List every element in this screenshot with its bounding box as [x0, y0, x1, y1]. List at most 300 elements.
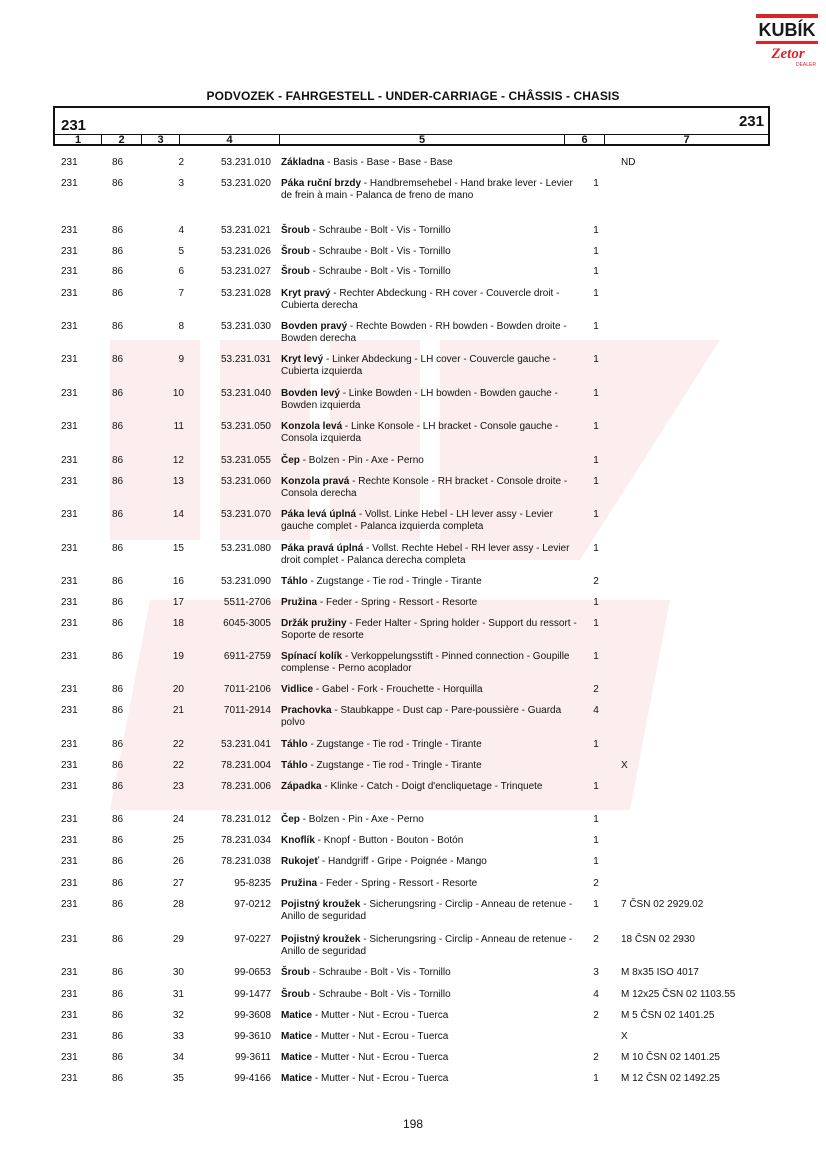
- col-position: 4: [178, 225, 184, 236]
- part-name-translations: - Schraube - Bolt - Vis - Tornillo: [309, 266, 451, 277]
- col-quantity: 1: [593, 354, 599, 365]
- col-part-number: 53.231.070: [220, 509, 271, 520]
- col-description: [281, 684, 581, 696]
- col-group: 231: [61, 509, 78, 520]
- col-group: 231: [61, 421, 78, 432]
- col-description: [281, 321, 581, 345]
- col-description: [281, 266, 581, 278]
- col-group: 231: [61, 760, 78, 771]
- col-quantity: 1: [593, 455, 599, 466]
- col-part-number: 53.231.090: [220, 576, 271, 587]
- part-name-cz: Čep: [281, 814, 300, 825]
- part-name-cz: Pojistný kroužek: [281, 934, 361, 945]
- part-name-cz: Matice: [281, 1052, 313, 1063]
- col-group: 231: [61, 835, 78, 846]
- col-position: 19: [172, 651, 184, 662]
- col-position: 35: [172, 1073, 184, 1084]
- col-subgroup: 86: [112, 576, 124, 587]
- col-position: 9: [178, 354, 184, 365]
- col-position: 17: [172, 597, 184, 608]
- col-quantity: 1: [593, 618, 599, 629]
- col-subgroup: 86: [112, 225, 124, 236]
- part-name-cz: Šroub: [281, 266, 310, 277]
- col-quantity: 1: [593, 1073, 599, 1084]
- col-subgroup: 86: [112, 934, 124, 945]
- col-group: 231: [61, 354, 78, 365]
- col-group: 231: [61, 934, 78, 945]
- column-header-6: 6: [565, 134, 605, 146]
- col-group: 231: [61, 388, 78, 399]
- col-part-number: 78.231.034: [220, 835, 271, 846]
- col-position: 16: [172, 576, 184, 587]
- col-subgroup: 86: [112, 476, 124, 487]
- col-group: 231: [61, 576, 78, 587]
- col-quantity: 1: [593, 178, 599, 189]
- col-description: [281, 246, 581, 258]
- col-subgroup: 86: [112, 266, 124, 277]
- part-name-translations: - Mutter - Nut - Ecrou - Tuerca: [312, 1073, 449, 1084]
- part-name-cz: Spínací kolík: [281, 651, 343, 662]
- col-description: [281, 455, 581, 467]
- col-subgroup: 86: [112, 878, 124, 889]
- part-name-cz: Páka levá úplná: [281, 509, 357, 520]
- part-name-cz: Táhlo: [281, 739, 308, 750]
- col-group: 231: [61, 225, 78, 236]
- col-part-number: 53.231.041: [220, 739, 271, 750]
- col-subgroup: 86: [112, 321, 124, 332]
- col-part-number: 95-8235: [234, 878, 271, 889]
- part-name-translations: - Rechte Konsole - RH bracket - Console droite - Consola derecha: [281, 476, 568, 499]
- col-description: [281, 1073, 581, 1085]
- col-part-number: 53.231.031: [220, 354, 271, 365]
- col-description: [281, 781, 581, 793]
- col-position: 20: [172, 684, 184, 695]
- col-position: 25: [172, 835, 184, 846]
- col-description: [281, 1031, 581, 1043]
- part-name-translations: - Gabel - Fork - Frouchette - Horquilla: [313, 684, 483, 695]
- part-name-cz: Táhlo: [281, 760, 308, 771]
- col-group: 231: [61, 157, 78, 168]
- col-quantity: 1: [593, 814, 599, 825]
- part-name-translations: - Feder - Spring - Ressort - Resorte: [317, 597, 478, 608]
- col-group: 231: [61, 1031, 78, 1042]
- col-subgroup: 86: [112, 651, 124, 662]
- col-position: 2: [178, 157, 184, 168]
- col-description: [281, 760, 581, 772]
- col-position: 18: [172, 618, 184, 629]
- col-quantity: 1: [593, 476, 599, 487]
- part-name-translations: - Schraube - Bolt - Vis - Tornillo: [309, 967, 451, 978]
- col-description: [281, 899, 581, 923]
- part-name-translations: - Linker Abdeckung - LH cover - Couvercle gauche - Cubierta izquierda: [281, 354, 557, 377]
- col-position: 26: [172, 856, 184, 867]
- part-name-cz: Páka pravá úplná: [281, 543, 364, 554]
- logo-brand-name: KUBÍK: [758, 20, 816, 40]
- part-name-translations: - Handgriff - Gripe - Poignée - Mango: [319, 856, 487, 867]
- table-header: [53, 106, 770, 146]
- col-part-number: 99-4166: [234, 1073, 271, 1084]
- col-position: 14: [172, 509, 184, 520]
- col-position: 22: [172, 739, 184, 750]
- col-description: [281, 597, 581, 609]
- col-group: 231: [61, 1052, 78, 1063]
- col-subgroup: 86: [112, 760, 124, 771]
- part-name-translations: - Zugstange - Tie rod - Tringle - Tirante: [307, 739, 482, 750]
- part-name-translations: - Rechter Abdeckung - RH cover - Couvercle droit - Cubierta derecha: [281, 288, 560, 311]
- col-description: [281, 178, 581, 202]
- part-name-cz: Matice: [281, 1031, 313, 1042]
- col-description: [281, 878, 581, 890]
- col-note: M 10 ČSN 02 1401.25: [621, 1052, 720, 1063]
- col-description: [281, 967, 581, 979]
- col-quantity: 2: [593, 1010, 599, 1021]
- col-group: 231: [61, 899, 78, 910]
- part-name-translations: - Mutter - Nut - Ecrou - Tuerca: [312, 1052, 449, 1063]
- col-position: 31: [172, 989, 184, 1000]
- col-group: 231: [61, 266, 78, 277]
- part-name-cz: Šroub: [281, 967, 310, 978]
- part-name-cz: Bovden levý: [281, 388, 340, 399]
- col-position: 7: [178, 288, 184, 299]
- col-subgroup: 86: [112, 597, 124, 608]
- col-quantity: 2: [593, 1052, 599, 1063]
- col-part-number: 99-3608: [234, 1010, 271, 1021]
- col-position: 6: [178, 266, 184, 277]
- part-name-cz: Rukojeť: [281, 856, 320, 867]
- part-name-translations: - Basis - Base - Base - Base: [324, 157, 453, 168]
- col-subgroup: 86: [112, 354, 124, 365]
- column-header-1: 1: [55, 134, 102, 146]
- col-subgroup: 86: [112, 1031, 124, 1042]
- col-note: 7 ČSN 02 2929.02: [621, 899, 704, 910]
- part-name-translations: - Schraube - Bolt - Vis - Tornillo: [309, 989, 451, 1000]
- col-description: [281, 509, 581, 533]
- part-name-translations: - Vollst. Rechte Hebel - RH lever assy - Levier droit complet - Palanca derecha completa: [281, 543, 570, 566]
- part-name-translations: - Knopf - Button - Bouton - Botón: [314, 835, 464, 846]
- part-name-translations: - Bolzen - Pin - Axe - Perno: [299, 455, 424, 466]
- col-quantity: 1: [593, 509, 599, 520]
- col-position: 32: [172, 1010, 184, 1021]
- col-description: [281, 835, 581, 847]
- part-name-cz: Kryt levý: [281, 354, 324, 365]
- col-subgroup: 86: [112, 1010, 124, 1021]
- col-description: [281, 476, 581, 500]
- group-code-right: 231: [738, 113, 764, 130]
- part-name-cz: Prachovka: [281, 705, 332, 716]
- col-description: [281, 739, 581, 751]
- part-name-cz: Držák pružiny: [281, 618, 347, 629]
- column-header-3: 3: [142, 134, 180, 146]
- part-name-translations: - Sicherungsring - Circlip - Anneau de retenue - Anillo de seguridad: [281, 934, 573, 957]
- col-part-number: 97-0227: [234, 934, 271, 945]
- col-description: [281, 225, 581, 237]
- col-part-number: 53.231.021: [220, 225, 271, 236]
- column-header-4: 4: [180, 134, 280, 146]
- col-quantity: 1: [593, 225, 599, 236]
- col-part-number: 53.231.055: [220, 455, 271, 466]
- col-position: 27: [172, 878, 184, 889]
- kubik-zetor-logo: [756, 14, 818, 70]
- col-quantity: 1: [593, 321, 599, 332]
- logo-tag: DEALER: [795, 62, 817, 68]
- part-name-cz: Západka: [281, 781, 322, 792]
- col-position: 11: [173, 421, 184, 432]
- col-group: 231: [61, 684, 78, 695]
- col-quantity: 2: [593, 878, 599, 889]
- col-quantity: 1: [593, 739, 599, 750]
- part-name-translations: - Schraube - Bolt - Vis - Tornillo: [309, 246, 451, 257]
- part-name-cz: Páka ruční brzdy: [281, 178, 362, 189]
- col-description: [281, 814, 581, 826]
- part-name-cz: Matice: [281, 1010, 313, 1021]
- part-name-translations: - Feder Halter - Spring holder - Support du ressort - Soporte de resorte: [281, 618, 577, 641]
- page-number: 198: [402, 1117, 424, 1131]
- col-part-number: 53.231.060: [220, 476, 271, 487]
- col-position: 33: [172, 1031, 184, 1042]
- col-part-number: 53.231.027: [220, 266, 271, 277]
- col-subgroup: 86: [112, 814, 124, 825]
- col-group: 231: [61, 705, 78, 716]
- col-position: 5: [178, 246, 184, 257]
- col-group: 231: [61, 781, 78, 792]
- col-position: 22: [172, 760, 184, 771]
- part-name-translations: - Rechte Bowden - RH bowden - Bowden droite - Bowden derecha: [281, 321, 567, 344]
- col-quantity: 1: [593, 421, 599, 432]
- col-part-number: 53.231.050: [220, 421, 271, 432]
- col-subgroup: 86: [112, 684, 124, 695]
- col-quantity: 1: [593, 781, 599, 792]
- col-quantity: 2: [593, 684, 599, 695]
- col-part-number: 53.231.020: [220, 178, 271, 189]
- col-group: 231: [61, 288, 78, 299]
- part-name-cz: Šroub: [281, 246, 310, 257]
- col-part-number: 53.231.030: [220, 321, 271, 332]
- part-name-translations: - Linke Konsole - LH bracket - Console gauche - Consola izquierda: [281, 421, 559, 444]
- col-quantity: 2: [593, 934, 599, 945]
- part-name-cz: Bovden pravý: [281, 321, 348, 332]
- col-quantity: 1: [593, 266, 599, 277]
- column-header-5: 5: [280, 134, 565, 146]
- part-name-cz: Šroub: [281, 225, 310, 236]
- col-quantity: 1: [593, 651, 599, 662]
- col-part-number: 99-0653: [234, 967, 271, 978]
- col-subgroup: 86: [112, 178, 124, 189]
- col-description: [281, 618, 581, 642]
- col-subgroup: 86: [112, 288, 124, 299]
- col-position: 10: [172, 388, 184, 399]
- col-note: X: [621, 1031, 628, 1042]
- col-part-number: 53.231.010: [220, 157, 271, 168]
- col-note: M 12x25 ČSN 02 1103.55: [621, 989, 736, 1000]
- col-description: [281, 543, 581, 567]
- col-description: [281, 705, 581, 729]
- col-subgroup: 86: [112, 1073, 124, 1084]
- col-subgroup: 86: [112, 246, 124, 257]
- part-name-translations: - Mutter - Nut - Ecrou - Tuerca: [312, 1031, 449, 1042]
- col-subgroup: 86: [112, 157, 124, 168]
- col-part-number: 6911-2759: [223, 651, 271, 662]
- col-position: 34: [172, 1052, 184, 1063]
- col-subgroup: 86: [112, 781, 124, 792]
- col-group: 231: [61, 856, 78, 867]
- part-name-translations: - Vollst. Linke Hebel - LH lever assy - Levier gauche complet - Palanca izquierda completa: [281, 509, 553, 532]
- page-title: PODVOZEK - FAHRGESTELL - UNDER-CARRIAGE - CHÂSSIS - CHASIS: [206, 89, 620, 103]
- col-note: M 12 ČSN 02 1492.25: [621, 1073, 720, 1084]
- col-position: 12: [172, 455, 184, 466]
- col-subgroup: 86: [112, 899, 124, 910]
- col-note: ND: [621, 157, 636, 168]
- part-name-translations: - Feder - Spring - Ressort - Resorte: [317, 878, 478, 889]
- col-group: 231: [61, 618, 78, 629]
- col-description: [281, 421, 581, 445]
- part-name-cz: Pojistný kroužek: [281, 899, 361, 910]
- col-group: 231: [61, 455, 78, 466]
- col-description: [281, 934, 581, 958]
- part-name-translations: - Sicherungsring - Circlip - Anneau de retenue - Anillo de seguridad: [281, 899, 573, 922]
- col-position: 15: [172, 543, 184, 554]
- col-part-number: 78.231.038: [220, 856, 271, 867]
- col-note: M 5 ČSN 02 1401.25: [621, 1010, 715, 1021]
- part-name-cz: Konzola pravá: [281, 476, 350, 487]
- col-part-number: 99-3611: [235, 1052, 271, 1063]
- col-description: [281, 651, 581, 675]
- col-quantity: 1: [593, 288, 599, 299]
- col-subgroup: 86: [112, 421, 124, 432]
- col-subgroup: 86: [112, 618, 124, 629]
- col-part-number: 5511-2706: [223, 597, 271, 608]
- part-name-translations: - Bolzen - Pin - Axe - Perno: [299, 814, 424, 825]
- col-part-number: 78.231.004: [220, 760, 271, 771]
- col-part-number: 53.231.028: [220, 288, 271, 299]
- logo-sub-name: Zetor: [771, 46, 805, 62]
- col-group: 231: [61, 246, 78, 257]
- col-subgroup: 86: [112, 856, 124, 867]
- col-description: [281, 1052, 581, 1064]
- col-position: 29: [172, 934, 184, 945]
- col-group: 231: [61, 967, 78, 978]
- part-name-translations: - Verkoppelungsstift - Pinned connection - Goupille complense - Perno acoplador: [281, 651, 570, 674]
- col-part-number: 97-0212: [234, 899, 271, 910]
- col-subgroup: 86: [112, 455, 124, 466]
- col-description: [281, 1010, 581, 1022]
- col-group: 231: [61, 1010, 78, 1021]
- part-name-cz: Matice: [281, 1073, 313, 1084]
- part-name-cz: Pružina: [281, 878, 318, 889]
- part-name-translations: - Schraube - Bolt - Vis - Tornillo: [309, 225, 451, 236]
- col-position: 21: [172, 705, 184, 716]
- col-part-number: 78.231.012: [220, 814, 271, 825]
- col-subgroup: 86: [112, 989, 124, 1000]
- col-position: 28: [172, 899, 184, 910]
- col-position: 30: [172, 967, 184, 978]
- col-position: 23: [172, 781, 184, 792]
- col-group: 231: [61, 878, 78, 889]
- col-note: 18 ČSN 02 2930: [621, 934, 695, 945]
- col-note: M 8x35 ISO 4017: [621, 967, 699, 978]
- col-description: [281, 354, 581, 378]
- part-name-cz: Táhlo: [281, 576, 308, 587]
- col-group: 231: [61, 1073, 78, 1084]
- col-quantity: 3: [593, 967, 599, 978]
- col-subgroup: 86: [112, 1052, 124, 1063]
- col-subgroup: 86: [112, 835, 124, 846]
- col-group: 231: [61, 651, 78, 662]
- part-name-cz: Čep: [281, 455, 300, 466]
- col-group: 231: [61, 814, 78, 825]
- col-part-number: 99-3610: [234, 1031, 271, 1042]
- column-header-2: 2: [102, 134, 142, 146]
- col-description: [281, 157, 581, 169]
- col-quantity: 1: [593, 543, 599, 554]
- part-name-translations: - Staubkappe - Dust cap - Pare-poussière - Guarda polvo: [281, 705, 562, 728]
- part-name-translations: - Zugstange - Tie rod - Tringle - Tirante: [307, 760, 482, 771]
- part-name-translations: - Zugstange - Tie rod - Tringle - Tirante: [307, 576, 482, 587]
- col-group: 231: [61, 543, 78, 554]
- part-name-cz: Šroub: [281, 989, 310, 1000]
- col-description: [281, 856, 581, 868]
- col-group: 231: [61, 597, 78, 608]
- col-subgroup: 86: [112, 739, 124, 750]
- part-name-cz: Knoflík: [281, 835, 315, 846]
- col-position: 3: [178, 178, 184, 189]
- col-quantity: 1: [593, 388, 599, 399]
- col-note: X: [621, 760, 628, 771]
- col-description: [281, 989, 581, 1001]
- col-quantity: 4: [593, 705, 599, 716]
- col-group: 231: [61, 178, 78, 189]
- group-code-left: 231: [61, 117, 87, 134]
- col-subgroup: 86: [112, 509, 124, 520]
- col-position: 13: [172, 476, 184, 487]
- part-name-cz: Vidlice: [281, 684, 314, 695]
- col-quantity: 1: [593, 835, 599, 846]
- col-description: [281, 576, 581, 588]
- col-part-number: 53.231.080: [220, 543, 271, 554]
- part-name-translations: - Mutter - Nut - Ecrou - Tuerca: [312, 1010, 449, 1021]
- col-group: 231: [61, 989, 78, 1000]
- col-part-number: 78.231.006: [220, 781, 271, 792]
- col-quantity: 2: [593, 576, 599, 587]
- col-part-number: 7011-2106: [223, 684, 271, 695]
- col-quantity: 1: [593, 597, 599, 608]
- col-quantity: 1: [593, 246, 599, 257]
- part-name-translations: - Klinke - Catch - Doigt d'encliquetage - Trinquete: [321, 781, 543, 792]
- col-quantity: 4: [593, 989, 599, 1000]
- col-subgroup: 86: [112, 705, 124, 716]
- col-description: [281, 388, 581, 412]
- column-header-7: 7: [683, 134, 690, 146]
- col-description: [281, 288, 581, 312]
- col-subgroup: 86: [112, 388, 124, 399]
- col-part-number: 99-1477: [234, 989, 271, 1000]
- part-name-cz: Kryt pravý: [281, 288, 331, 299]
- part-name-cz: Konzola levá: [281, 421, 343, 432]
- col-subgroup: 86: [112, 543, 124, 554]
- col-group: 231: [61, 321, 78, 332]
- part-name-translations: - Handbremsehebel - Hand brake lever - Levier de frein à main - Palanca de freno de mano: [281, 178, 573, 201]
- col-part-number: 7011-2914: [223, 705, 271, 716]
- col-part-number: 6045-3005: [223, 618, 271, 629]
- col-subgroup: 86: [112, 967, 124, 978]
- col-quantity: 1: [593, 856, 599, 867]
- part-name-cz: Pružina: [281, 597, 318, 608]
- col-part-number: 53.231.040: [220, 388, 271, 399]
- col-position: 8: [178, 321, 184, 332]
- part-name-translations: - Linke Bowden - LH bowden - Bowden gauche - Bowden izquierda: [281, 388, 558, 411]
- col-part-number: 53.231.026: [220, 246, 271, 257]
- part-name-cz: Základna: [281, 157, 325, 168]
- col-group: 231: [61, 476, 78, 487]
